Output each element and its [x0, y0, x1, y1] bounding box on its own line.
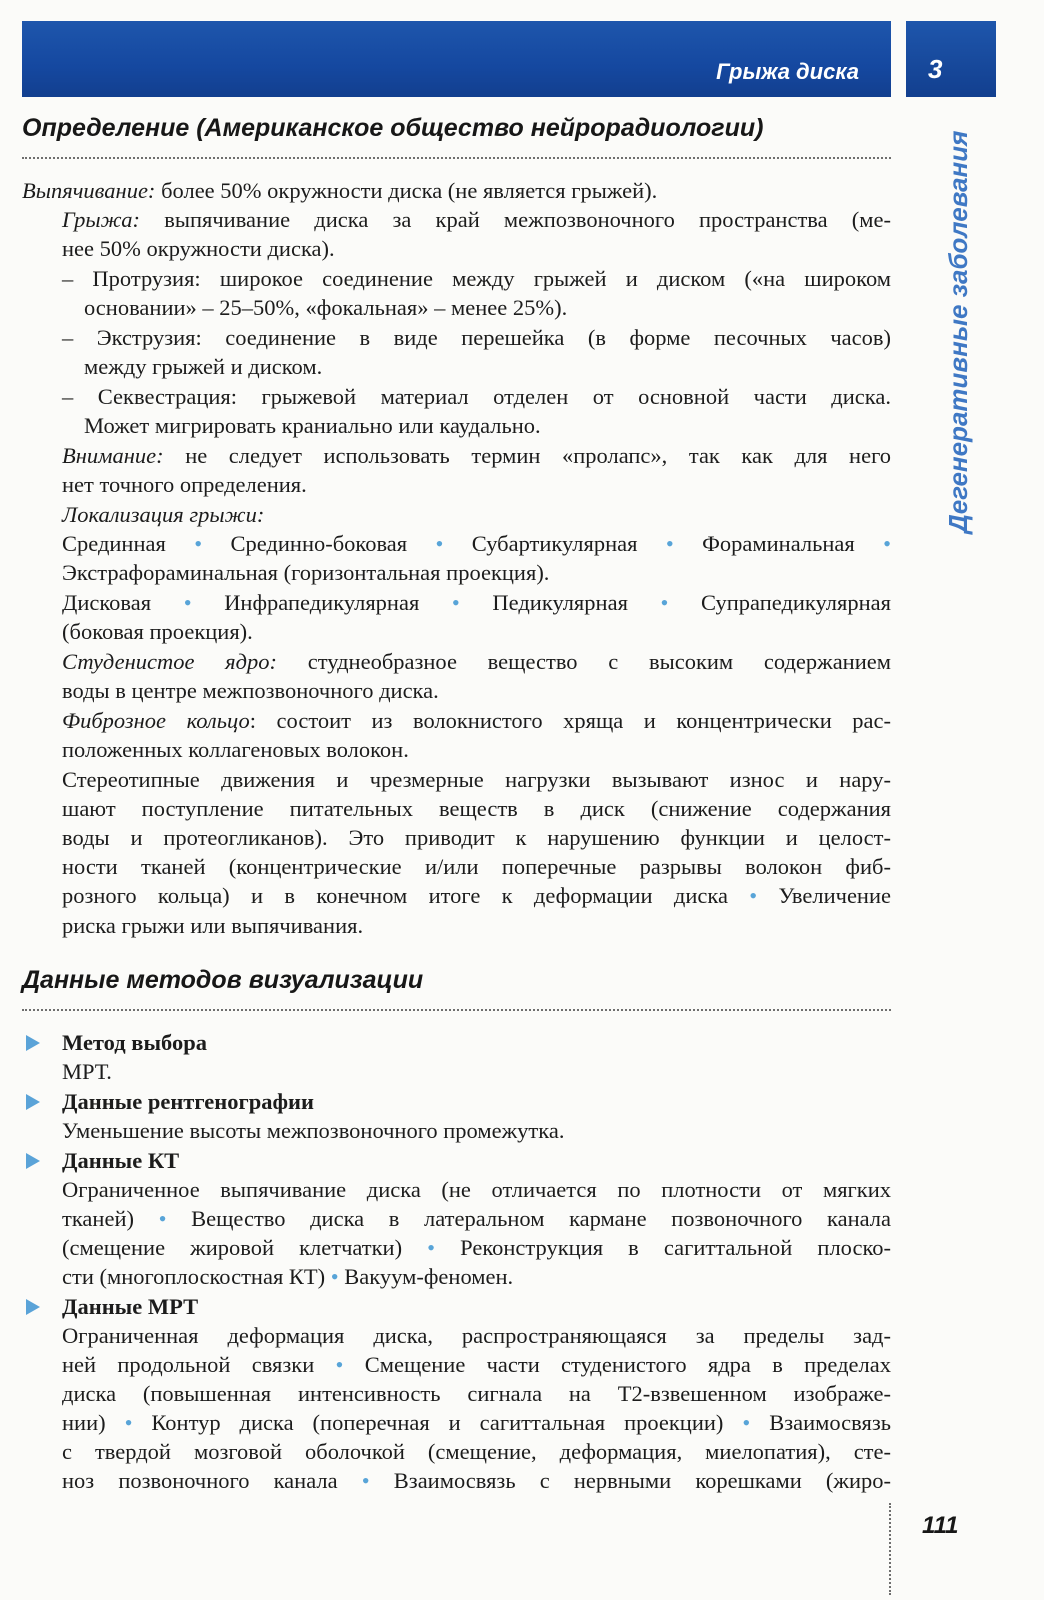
- paragraph-line-2: шают поступление питательных веществ в диск (снижение содержания: [62, 796, 891, 821]
- paragraph-line-5: [62, 881, 891, 910]
- mri-line-4c: Взаимосвязь: [769, 1410, 891, 1435]
- chapter-tab: [906, 21, 996, 97]
- imaging-body: [0, 1028, 900, 1508]
- bullet-dot-icon: •: [427, 1235, 436, 1260]
- section-title-definition: Определение (Американское общество нейрорадиологии): [22, 114, 764, 142]
- sequestration-line-1: – Секвестрация: грыжевой материал отделен от основной части диска.: [62, 384, 891, 409]
- ct-line-3: [62, 1233, 891, 1262]
- triangle-bullet-icon: [26, 1094, 40, 1110]
- bullet-dot-icon: •: [749, 883, 758, 908]
- text-attention-2: нет точного определения.: [62, 472, 307, 497]
- bullet-dot-icon: •: [158, 1206, 167, 1231]
- paragraph-line-3: воды и протеогликанов). Это приводит к нарушению функции и целост-: [62, 825, 891, 850]
- definition-hernia: [62, 205, 891, 234]
- definition-annulus: [62, 706, 891, 735]
- bullet-dot-icon: •: [883, 531, 891, 556]
- mri-line-2b: Смещение части студенистого ядра в пределах: [364, 1352, 891, 1377]
- section-divider: [22, 1009, 891, 1011]
- mri-line-6b: Взаимосвязь с нервными корешками (жиро-: [393, 1468, 891, 1493]
- page-number: 111: [922, 1512, 959, 1539]
- paragraph-line-5a: розного кольца) и в конечном итоге к деформации диска: [62, 883, 728, 908]
- paragraph-line-1: Стереотипные движения и чрезмерные нагрузки вызывают износ и нару-: [62, 767, 891, 792]
- term-attention: Внимание:: [62, 443, 164, 468]
- ct-line-4: [62, 1262, 513, 1291]
- extrusion-line-1: – Экструзия: соединение в виде перешейка (в форме песочных часов): [62, 325, 891, 350]
- loc-median: Срединная: [62, 531, 166, 556]
- footer-dotted-rule: [889, 1503, 891, 1595]
- loc-infrapedicular: Инфрапедикулярная: [224, 590, 420, 615]
- xray-text: Уменьшение высоты межпозвоночного промежутка.: [62, 1118, 565, 1143]
- bullet-dot-icon: •: [194, 531, 203, 556]
- chapter-side-title: Дегенеративные заболевания: [943, 130, 973, 533]
- text-hernia-1: выпячивание диска за край межпозвоночного пространства (ме-: [140, 207, 891, 232]
- mri-line-4b: Контур диска (поперечная и сагиттальная проекции): [151, 1410, 724, 1435]
- loc-subarticular: Субартикулярная: [471, 531, 638, 556]
- bullet-dot-icon: •: [330, 1264, 339, 1289]
- ct-line-1: Ограниченное выпячивание диска (не отличается по плотности от мягких: [62, 1177, 891, 1202]
- running-title: Грыжа диска: [716, 59, 859, 84]
- mri-line-6a: ноз позвоночного канала: [62, 1468, 338, 1493]
- term-bulging: Выпячивание:: [22, 178, 156, 203]
- ct-line-2a: тканей): [62, 1206, 134, 1231]
- extrusion-line-2: между грыжей и диском.: [84, 354, 323, 379]
- loc-paramedian: Срединно-боковая: [230, 531, 408, 556]
- localization-label: Локализация грыжи:: [62, 502, 265, 527]
- chapter-number: 3: [928, 54, 943, 84]
- mri-line-4: [62, 1408, 891, 1437]
- loc-suprapedicular: Супрапедикулярная: [701, 590, 892, 615]
- method-heading: Метод выбора: [62, 1030, 207, 1055]
- bullet-dot-icon: •: [435, 531, 444, 556]
- bullet-dot-icon: •: [665, 531, 674, 556]
- ct-line-2b: Вещество диска в латеральном кармане позвоночного канала: [191, 1206, 892, 1231]
- loc-foraminal: Фораминальная: [702, 531, 855, 556]
- triangle-bullet-icon: [26, 1299, 40, 1315]
- ct-line-2: [62, 1204, 891, 1233]
- method-text: МРТ.: [62, 1059, 112, 1084]
- bullet-dot-icon: •: [742, 1410, 751, 1435]
- text-annulus-2: положенных коллагеновых волокон.: [62, 737, 409, 762]
- protrusion-line-1: – Протрузия: широкое соединение между грыжей и диском («на широком: [62, 266, 891, 291]
- ct-line-4b: Вакуум-феномен.: [344, 1264, 514, 1289]
- mri-line-4a: нии): [62, 1410, 106, 1435]
- paragraph-line-6: риска грыжи или выпячивания.: [62, 913, 364, 938]
- mri-line-2: [62, 1350, 891, 1379]
- paragraph-line-4: ности тканей (концентрические и/или поперечные разрывы волокон фиб-: [62, 854, 891, 879]
- header-bar: [22, 21, 891, 97]
- bullet-dot-icon: •: [124, 1410, 133, 1435]
- localization-axial-list: [62, 529, 891, 558]
- bullet-dot-icon: •: [335, 1352, 344, 1377]
- mri-line-6: [62, 1466, 891, 1495]
- term-annulus: Фиброзное кольцо: [62, 708, 250, 733]
- ct-line-4a: сти (многоплоскостная КТ): [62, 1264, 326, 1289]
- text-nucleus-2: воды в центре межпозвоночного диска.: [62, 678, 439, 703]
- mri-line-2a: ней продольной связки: [62, 1352, 315, 1377]
- bullet-dot-icon: •: [660, 590, 669, 615]
- term-nucleus: Студенистое ядро:: [62, 649, 278, 674]
- definition-body: [22, 176, 891, 956]
- section-divider: [22, 157, 891, 159]
- mri-line-3: диска (повышенная интенсивность сигнала на Т2-взвешенном изображе-: [62, 1381, 891, 1406]
- triangle-bullet-icon: [26, 1153, 40, 1169]
- term-hernia: Грыжа:: [62, 207, 141, 232]
- mri-line-1: Ограниченная деформация диска, распространяющаяся за пределы зад-: [62, 1323, 891, 1348]
- localization-axial-2: Экстрафораминальная (горизонтальная проекция).: [62, 560, 550, 585]
- mri-heading: Данные МРТ: [62, 1294, 199, 1319]
- loc-discal: Дисковая: [62, 590, 152, 615]
- text-attention-1: не следует использовать термин «пролапс», так как для него: [163, 443, 891, 468]
- triangle-bullet-icon: [26, 1035, 40, 1051]
- text-nucleus-1: студнеобразное вещество с высоким содержанием: [277, 649, 891, 674]
- localization-sagittal-2: (боковая проекция).: [62, 619, 253, 644]
- definition-attention: [62, 441, 891, 470]
- text-annulus-1: : состоит из волокнистого хряща и концентрически рас-: [249, 708, 891, 733]
- sequestration-line-2: Может мигрировать краниально или каудально.: [84, 413, 541, 438]
- ct-heading: Данные КТ: [62, 1148, 180, 1173]
- xray-heading: Данные рентгенографии: [62, 1089, 314, 1114]
- definition-nucleus: [62, 647, 891, 676]
- ct-line-3a: (смещение жировой клетчатки): [62, 1235, 403, 1260]
- bullet-dot-icon: •: [451, 590, 460, 615]
- paragraph-line-5b: Увеличение: [778, 883, 891, 908]
- ct-line-3b: Реконструкция в сагиттальной плоско-: [460, 1235, 891, 1260]
- bullet-dot-icon: •: [183, 590, 192, 615]
- section-title-imaging: Данные методов визуализации: [22, 966, 424, 994]
- text-hernia-2: нее 50% окружности диска).: [62, 236, 335, 261]
- localization-sagittal-list: [62, 588, 891, 617]
- bullet-dot-icon: •: [361, 1468, 370, 1493]
- text-bulging: более 50% окружности диска (не является грыжей).: [155, 178, 658, 203]
- loc-pedicular: Педикулярная: [492, 590, 628, 615]
- mri-line-5: с твердой мозговой оболочкой (смещение, деформация, миелопатия), сте-: [62, 1439, 891, 1464]
- definition-bulging: [22, 176, 657, 205]
- protrusion-line-2: основании» – 25–50%, «фокальная» – менее 25%).: [84, 295, 568, 320]
